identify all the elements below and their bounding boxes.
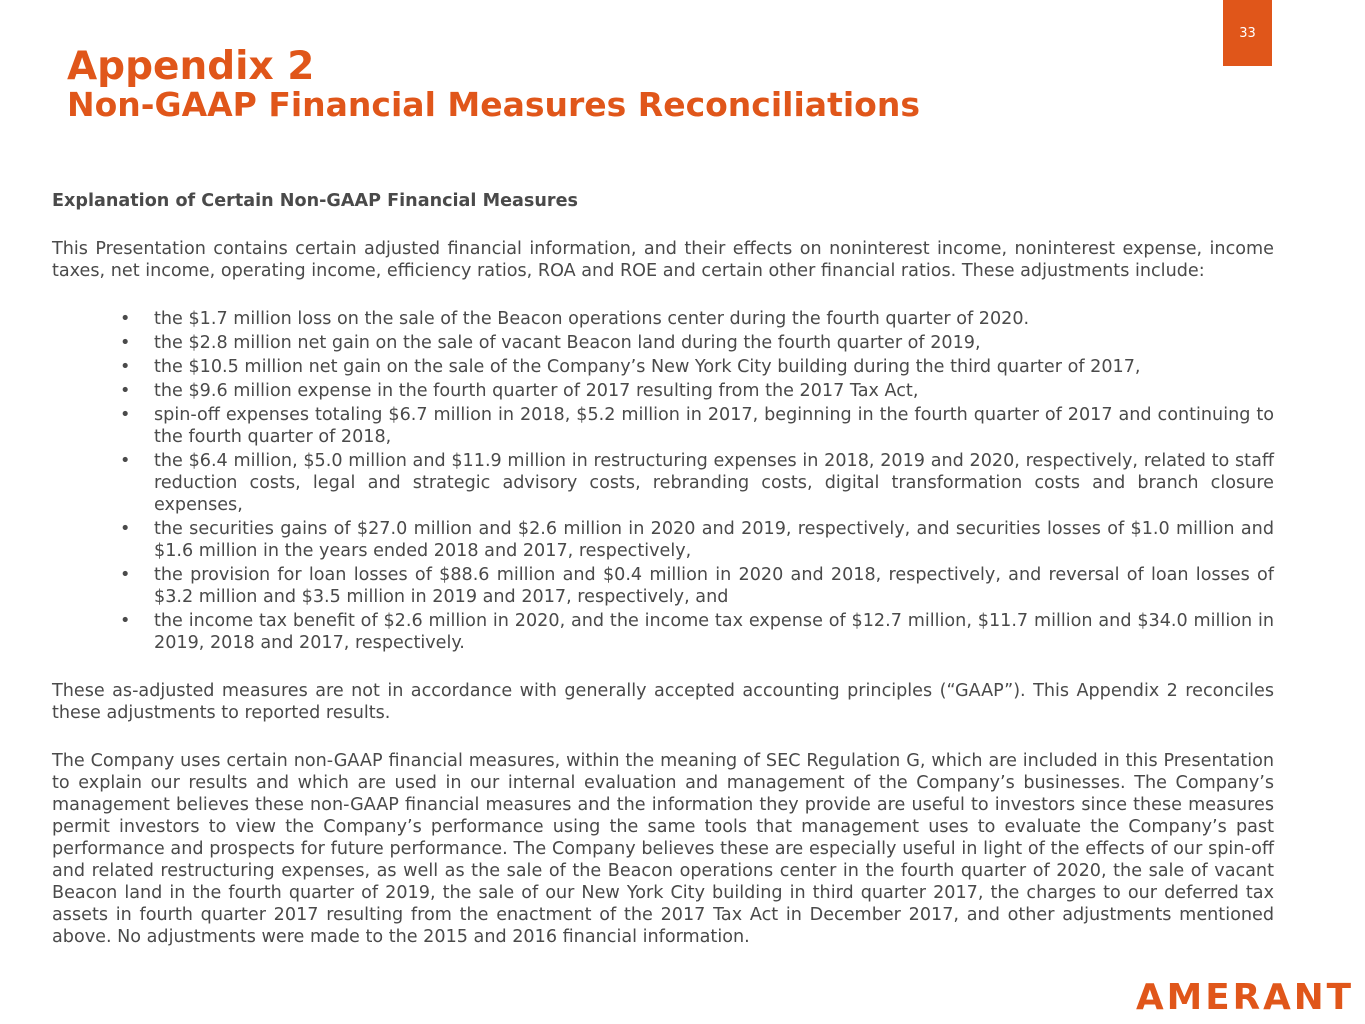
- list-item-text: the $2.8 million net gain on the sale of vacant Beacon land during the fourth quarter of 2019,: [154, 333, 981, 353]
- list-item: [120, 564, 1274, 608]
- bullet-icon: •: [120, 565, 131, 585]
- list-item-text: the provision for loan losses of $88.6 million and $0.4 million in 2020 and 2018, respectively, and reversal of loan losses of $3.2 million and $3.5 million in 2019 and 2017, respectively, and: [154, 565, 1274, 607]
- page-number: 33: [1239, 25, 1256, 41]
- list-item: [120, 356, 1274, 378]
- content-body: [52, 190, 1274, 948]
- list-item-text: the income tax benefit of $2.6 million in 2020, and the income tax expense of $12.7 million, $11.7 million and $34.0 million in 2019, 2018 and 2017, respectively.: [154, 611, 1274, 653]
- title-line-1: Appendix 2: [67, 44, 315, 89]
- list-item-text: spin-off expenses totaling $6.7 million in 2018, $5.2 million in 2017, beginning in the fourth quarter of 2017 and continuing to the fourth quarter of 2018,: [154, 405, 1274, 447]
- list-item: [120, 610, 1274, 654]
- bullet-icon: •: [120, 357, 131, 377]
- bullet-icon: •: [120, 381, 131, 401]
- bullet-icon: •: [120, 451, 131, 471]
- section-heading: Explanation of Certain Non-GAAP Financial Measures: [52, 191, 578, 211]
- amerant-logo: [1136, 976, 1356, 1014]
- bullet-icon: •: [120, 405, 131, 425]
- list-item-text: the $1.7 million loss on the sale of the Beacon operations center during the fourth quarter of 2020.: [154, 309, 1030, 329]
- page-title: [67, 46, 920, 123]
- list-item: [120, 308, 1274, 330]
- list-item: [120, 332, 1274, 354]
- logo-text: AMERANT: [1136, 977, 1354, 1014]
- list-item: [120, 380, 1274, 402]
- bullet-icon: •: [120, 611, 131, 631]
- bullet-icon: •: [120, 519, 131, 539]
- title-line-2: Non-GAAP Financial Measures Reconciliations: [67, 84, 920, 124]
- list-item: [120, 450, 1274, 516]
- adjustments-list: [52, 308, 1274, 654]
- list-item: [120, 404, 1274, 448]
- list-item-text: the $6.4 million, $5.0 million and $11.9 million in restructuring expenses in 2018, 2019 and 2020, respectively, related to staff reduction costs, legal and strategic advisory costs, rebranding costs, digital transformation costs and branch closure expenses,: [154, 451, 1274, 515]
- list-item: [120, 518, 1274, 562]
- gaap-paragraph: These as-adjusted measures are not in accordance with generally accepted accounting principles (“GAAP”). This Appendix 2 reconciles these adjustments to reported results.: [52, 681, 1274, 723]
- page-number-badge: [1223, 0, 1272, 66]
- company-paragraph: The Company uses certain non-GAAP financial measures, within the meaning of SEC Regulation G, which are included in this Presentation to explain our results and which are used in our internal evaluation and management of the Company’s businesses. The Company’s management believes these non-GAAP financial measures and the information they provide are useful to investors since these measures permit investors to view the Company’s performance using the same tools that management uses to evaluate the Company’s past performance and prospects for future performance. The Company believes these are especially useful in light of the effects of our spin-off and related restructuring expenses, as well as the sale of the Beacon operations center in the fourth quarter of 2020, the sale of vacant Beacon land in the fourth quarter of 2019, the sale of our New York City building in third quarter 2017, the charges to our deferred tax assets in fourth quarter 2017 resulting from the enactment of the 2017 Tax Act in December 2017, and other adjustments mentioned above. No adjustments were made to the 2015 and 2016 financial information.: [52, 751, 1274, 947]
- list-item-text: the securities gains of $27.0 million and $2.6 million in 2020 and 2019, respectively, and securities losses of $1.0 million and $1.6 million in the years ended 2018 and 2017, respectively,: [154, 519, 1274, 561]
- intro-paragraph: This Presentation contains certain adjusted financial information, and their effects on noninterest income, noninterest expense, income taxes, net income, operating income, efficiency ratios, ROA and ROE and certain other financial ratios. These adjustments include:: [52, 239, 1274, 281]
- list-item-text: the $10.5 million net gain on the sale of the Company’s New York City building during the third quarter of 2017,: [154, 357, 1141, 377]
- list-item-text: the $9.6 million expense in the fourth quarter of 2017 resulting from the 2017 Tax Act,: [154, 381, 919, 401]
- bullet-icon: •: [120, 333, 131, 353]
- bullet-icon: •: [120, 309, 131, 329]
